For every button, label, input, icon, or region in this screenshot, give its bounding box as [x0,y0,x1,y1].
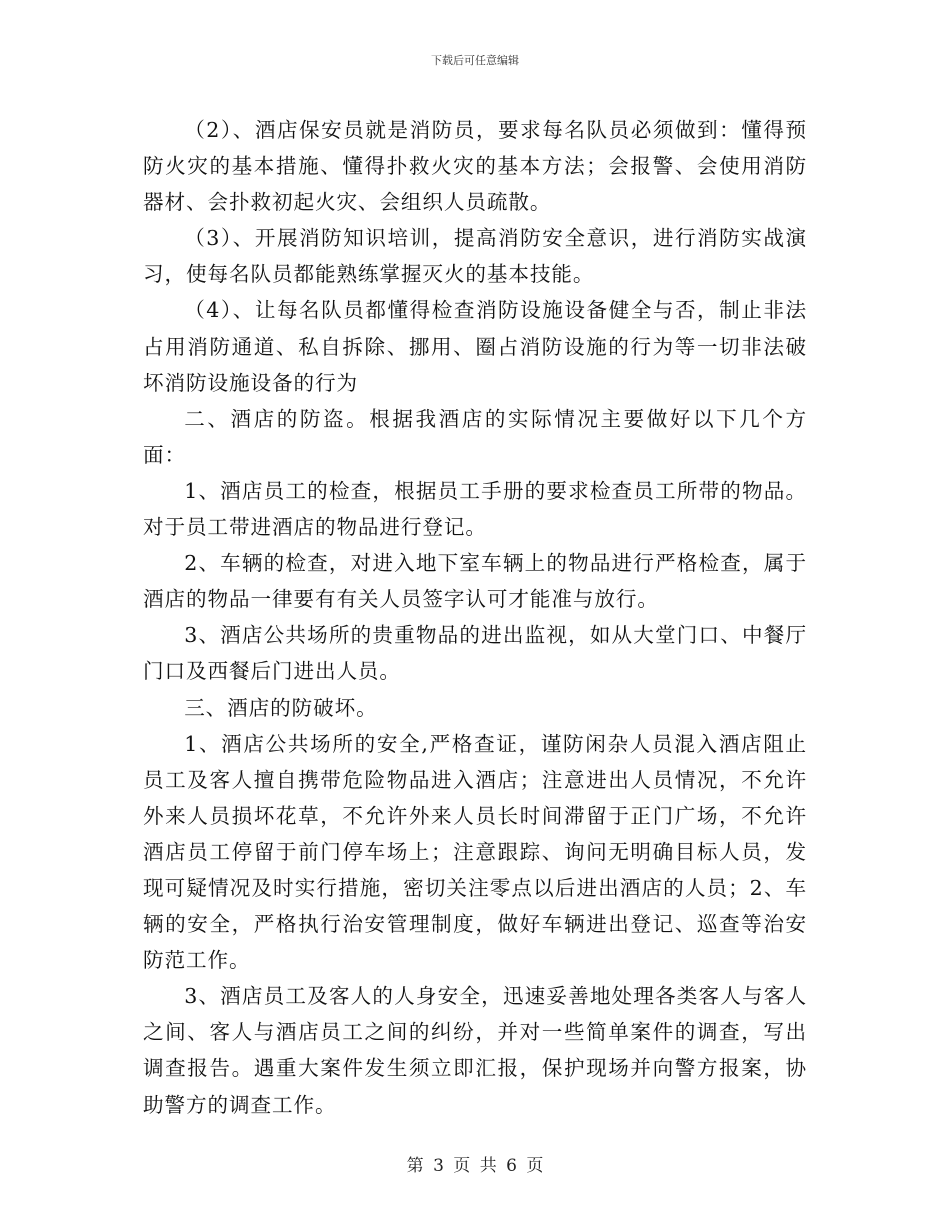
page-footer: 第 3 页 共 6 页 [406,1156,544,1176]
paragraph-public-area-security: 1、酒店公共场所的安全,严格查证，谨防闲杂人员混入酒店阻止员工及客人擅自携带危险物品进入酒店；注意进出人员情况，不允许外来人员损坏花草，不允许外来人员长时间滞留于正门广场，不允许酒店员工停留于前门停车场上；注意跟踪、询问无明确目标人员，发现可疑情况及时实行措施，密切关注零点以后进出酒店的人员；2、车辆的安全，严格执行治安管理制度，做好车辆进出登记、巡查等治安防范工作。 [143,731,807,973]
section-heading-theft-prevention: 二、酒店的防盗。根据我酒店的实际情况主要做好以下几个方面： [143,406,807,467]
document-body [143,112,807,1123]
paragraph-staff-inspection: 1、酒店员工的检查，根据员工手册的要求检查员工所带的物品。对于员工带进酒店的物品进行登记。 [143,478,807,540]
paragraph-personal-safety: 3、酒店员工及客人的人身安全，迅速妥善地处理各类客人与客人之间、客人与酒店员工之间的纠纷，并对一些简单案件的调查，写出调查报告。遇重大案件发生须立即汇报，保护现场并向警方报案，协助警方的调查工作。 [143,984,807,1117]
paragraph-fire-training-4: （4）、让每名队员都懂得检查消防设施设备健全与否，制止非法占用消防通道、私自拆除、挪用、圈占消防设施的行为等一切非法破坏消防设施设备的行为 [143,298,807,395]
page-header: 下载后可任意编辑 [431,54,519,67]
paragraph-fire-training-3: （3）、开展消防知识培训，提高消防安全意识，进行消防实战演习，使每名队员都能熟练掌握灭火的基本技能。 [143,226,807,287]
section-heading-sabotage-prevention: 三、酒店的防破坏。 [184,695,378,720]
paragraph-vehicle-inspection: 2、车辆的检查，对进入地下室车辆上的物品进行严格检查，属于酒店的物品一律要有有关人员签字认可才能准与放行。 [143,551,807,612]
paragraph-fire-training-2: （2）、酒店保安员就是消防员，要求每名队员必须做到：懂得预防火灾的基本措施、懂得扑救火灾的基本方法；会报警、会使用消防器材、会扑救初起火灾、会组织人员疏散。 [143,118,807,215]
paragraph-valuables-monitoring: 3、酒店公共场所的贵重物品的进出监视，如从大堂门口、中餐厅门口及西餐后门进出人员。 [143,623,807,684]
